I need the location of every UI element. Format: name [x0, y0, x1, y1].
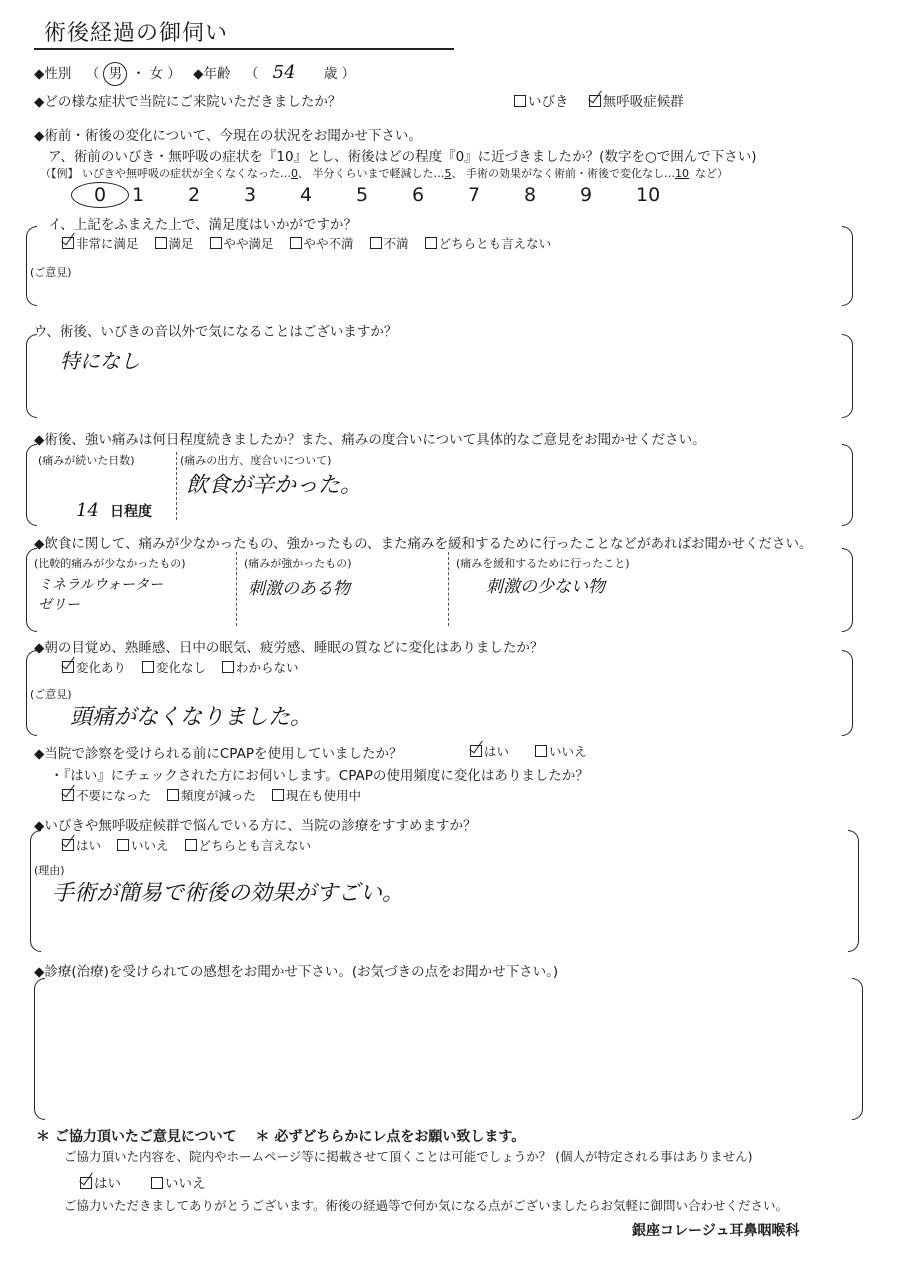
sleep-options — [62, 658, 315, 676]
option-label: 現在も使用中 — [286, 788, 362, 803]
scale-9[interactable]: 9 — [580, 184, 593, 206]
cpap-options — [470, 742, 603, 760]
scale-selected[interactable]: 0 — [71, 182, 129, 208]
option-label: いいえ — [165, 1176, 206, 1192]
checkbox-icon[interactable] — [155, 237, 167, 249]
checkbox-icon[interactable] — [425, 237, 437, 249]
scale-7[interactable]: 7 — [468, 184, 481, 206]
example-text: 、 手術の効果がなく術前・術後で変化なし… — [451, 167, 675, 180]
bracket-left — [26, 444, 37, 526]
option-label: 頻度が減った — [181, 788, 257, 803]
clinic-name: 銀座コレージュ耳鼻咽喉科 — [632, 1223, 800, 1239]
symptom-options — [514, 90, 700, 110]
example-value: 10 — [675, 167, 689, 180]
checkbox-icon[interactable] — [210, 237, 222, 249]
scale-4[interactable]: 4 — [300, 184, 313, 206]
scale-10[interactable]: 10 — [636, 184, 661, 206]
option-neither[interactable] — [425, 234, 552, 252]
scale-example — [40, 165, 728, 181]
option-dissatisfied[interactable] — [370, 234, 409, 252]
food-col1-answer-2[interactable]: ゼリー — [38, 597, 80, 613]
option-label: わからない — [236, 660, 299, 675]
option-label: 変化なし — [156, 660, 207, 675]
option-label: 満足 — [168, 236, 194, 251]
sleep-question: ◆朝の目覚め、熟睡感、日中の眠気、疲労感、睡眠の質などに変化はありましたか？ — [34, 640, 544, 656]
option-no-longer-needed[interactable] — [62, 786, 151, 804]
checked-checkbox-icon[interactable] — [470, 745, 482, 757]
example-value: 0 — [291, 167, 298, 180]
scale-5[interactable]: 5 — [356, 184, 369, 206]
satisfaction-options — [62, 234, 567, 252]
food-col3-answer[interactable]: 刺激の少ない物 — [486, 577, 605, 597]
checked-checkbox-icon[interactable] — [589, 95, 601, 107]
food-col1-answer-1[interactable]: ミネラルウォーター — [38, 577, 164, 593]
checkbox-icon[interactable] — [167, 789, 179, 801]
food-question: ◆飲食に関して、痛みが少なかったもの、強かったもの、また痛みを緩和するために行ったことなどがあればお聞かせください。 — [34, 536, 813, 552]
profile-row — [34, 62, 355, 86]
thanks-text: ご協力いただきましてありがとうございます。術後の経過等で何か気になる点がございましたらお気軽に御問い合わせください。 — [64, 1198, 789, 1213]
scale-6[interactable]: 6 — [412, 184, 425, 206]
option-label: どちらとも言えない — [198, 838, 312, 853]
option-no[interactable] — [151, 1172, 206, 1192]
paren: ） — [167, 66, 181, 82]
scale-8[interactable]: 8 — [524, 184, 537, 206]
bracket-left — [34, 978, 45, 1120]
checkbox-icon[interactable] — [272, 789, 284, 801]
scale-0[interactable] — [76, 182, 132, 208]
checkbox-icon[interactable] — [185, 839, 197, 851]
option-somewhat-dissatisfied[interactable] — [290, 234, 354, 252]
checkbox-icon[interactable] — [514, 95, 526, 107]
cpap-sub-question: ・『はい』にチェックされた方にお伺いします。CPAPの使用頻度に変化はありましたか？ — [50, 768, 589, 784]
scale-1[interactable]: 1 — [132, 184, 145, 206]
title-underline — [34, 48, 454, 50]
checkbox-icon[interactable] — [117, 839, 129, 851]
paren: （ — [85, 66, 100, 82]
bracket-right — [842, 650, 853, 736]
consent-heading-2: ＊ 必ずどちらかにレ点をお願い致します。 — [255, 1129, 526, 1145]
option-label: 不要になった — [76, 788, 152, 803]
option-label: やや満足 — [223, 236, 274, 251]
bracket-left — [30, 830, 41, 952]
recommend-question: ◆いびきや無呼吸症候群で悩んでいる方に、当院の診療をすすめますか？ — [34, 818, 477, 834]
option-still-using[interactable] — [272, 786, 361, 804]
age-unit: 歳 — [323, 66, 338, 82]
checkbox-icon[interactable] — [290, 237, 302, 249]
option-less-often[interactable] — [167, 786, 256, 804]
pain-detail-label: (痛みの出方、度合いについて) — [180, 454, 332, 467]
scale-2[interactable]: 2 — [188, 184, 201, 206]
option-neither[interactable] — [185, 836, 312, 854]
example-text: 、 半分くらいまで軽減した… — [298, 167, 445, 180]
other-question: ウ、術後、いびきの音以外で気になることはございますか？ — [34, 324, 398, 340]
age-value[interactable]: 54 — [272, 62, 296, 83]
satisfaction-question: イ、上記をふまえた上で、満足度はいかがですか？ — [48, 217, 358, 233]
option-label: はい — [76, 838, 102, 853]
column-divider — [448, 552, 449, 626]
change-header: ◆術前・術後の変化について、今現在の状況をお聞かせ下さい。 — [34, 128, 422, 144]
option-label: 無呼吸症候群 — [602, 94, 684, 110]
bracket-left — [26, 334, 37, 418]
checkbox-icon[interactable] — [142, 661, 154, 673]
option-label: 非常に満足 — [76, 236, 139, 251]
checkbox-icon[interactable] — [370, 237, 382, 249]
option-no[interactable] — [535, 742, 587, 760]
consent-heading-1: ＊ ご協力頂いたご意見について — [36, 1129, 237, 1145]
food-col2-answer[interactable]: 刺激のある物 — [248, 579, 350, 599]
option-label: 不満 — [383, 236, 409, 251]
column-divider — [236, 552, 237, 626]
option-label: いびき — [528, 94, 569, 110]
cpap-question: ◆当院で診察を受けられる前にCPAPを使用していましたか？ — [34, 746, 403, 762]
bracket-right — [842, 334, 853, 418]
scale-3[interactable]: 3 — [244, 184, 257, 206]
bracket-right — [842, 444, 853, 526]
other-answer[interactable]: 特になし — [60, 349, 140, 373]
bracket-right — [842, 548, 853, 632]
checkbox-icon[interactable] — [535, 745, 547, 757]
sex-male-option[interactable]: 男 — [103, 62, 127, 86]
checked-checkbox-icon[interactable] — [62, 839, 74, 851]
option-changed[interactable] — [62, 658, 126, 676]
recommend-options — [62, 836, 327, 854]
food-col2-label: (痛みが強かったもの) — [244, 557, 352, 570]
impression-question: ◆診療(治療)を受けられての感想をお聞かせ下さい。(お気づきの点をお聞かせ下さい。) — [34, 964, 559, 980]
sex-label: ◆性別 — [34, 66, 72, 82]
consent-options — [80, 1172, 222, 1192]
pain-days-value[interactable]: 14 — [76, 500, 99, 521]
option-no-change[interactable] — [142, 658, 206, 676]
option-label: どちらとも言えない — [438, 236, 552, 251]
pain-days-label: (痛みが続いた日数) — [38, 454, 135, 467]
checkbox-icon[interactable] — [151, 1177, 163, 1189]
reason-label: (理由) — [34, 864, 65, 877]
option-label: いいえ — [549, 744, 587, 759]
option-label: いいえ — [131, 838, 169, 853]
checked-checkbox-icon[interactable] — [62, 789, 74, 801]
option-label: やや不満 — [303, 236, 354, 251]
sleep-answer[interactable]: 頭痛がなくなりました。 — [70, 705, 313, 730]
symptom-question: ◆どの様な症状で当院にご来院いただきましたか？ — [34, 94, 342, 110]
pain-detail-answer[interactable]: 飲食が辛かった。 — [186, 473, 363, 498]
paren: ） — [341, 66, 356, 82]
option-label: 変化あり — [76, 660, 127, 675]
comment-label: (ご意見) — [30, 688, 72, 701]
bracket-right — [848, 830, 859, 952]
sex-female-option[interactable]: 女 — [149, 66, 164, 82]
column-divider — [176, 452, 177, 520]
separator: ・ — [131, 66, 146, 82]
age-label: ◆年齢 — [193, 66, 231, 82]
option-no[interactable] — [117, 836, 169, 854]
checked-checkbox-icon[interactable] — [80, 1177, 92, 1189]
scale-row — [76, 182, 692, 208]
pain-question: ◆術後、強い痛みは何日程度続きましたか？また、痛みの度合いについて具体的なご意見をお聞かせください。 — [34, 432, 706, 448]
option-label: はい — [94, 1176, 121, 1192]
option-satisfied[interactable] — [155, 234, 194, 252]
consent-heading — [36, 1126, 525, 1146]
impression-answer-area[interactable] — [50, 990, 840, 1110]
cpap-sub-options — [62, 786, 377, 804]
checkbox-icon[interactable] — [222, 661, 234, 673]
option-label: はい — [484, 744, 510, 759]
food-col1-label: (比較的痛みが少なかったもの) — [34, 557, 186, 570]
example-value: 5 — [444, 167, 452, 180]
change-question-a: ア、術前のいびき・無呼吸の症状を『10』とし、術後はどの程度『0』に近づきましたか？(数字を○で囲んで下さい) — [48, 149, 757, 165]
consent-question: ご協力頂いた内容を、院内やホームページ等に掲載させて頂くことは可能でしょうか？ (個人が特定される事はありません) — [64, 1149, 753, 1164]
bracket-right — [842, 226, 853, 306]
option-somewhat-satisfied[interactable] — [210, 234, 274, 252]
option-very-satisfied[interactable] — [62, 234, 139, 252]
pain-days-unit: 日程度 — [110, 504, 152, 520]
food-col3-label: (痛みを緩和するために行ったこと) — [456, 557, 630, 570]
example-text: （【例】 いびきや無呼吸の症状が全くなくなった… — [40, 167, 291, 180]
paren: （ — [244, 66, 259, 82]
checked-checkbox-icon[interactable] — [62, 237, 74, 249]
example-text: など） — [695, 167, 728, 180]
checked-checkbox-icon[interactable] — [62, 661, 74, 673]
bracket-right — [852, 978, 863, 1120]
option-yes[interactable] — [62, 836, 101, 854]
option-snoring[interactable] — [514, 90, 569, 110]
option-yes[interactable] — [470, 742, 509, 760]
page-title: 術後経過の御伺い — [44, 21, 229, 46]
option-apnea[interactable] — [589, 90, 684, 110]
option-unknown[interactable] — [222, 658, 299, 676]
pain-days — [76, 500, 152, 521]
option-yes[interactable] — [80, 1172, 121, 1192]
comment-label: (ご意見) — [30, 266, 72, 279]
recommend-answer[interactable]: 手術が簡易で術後の効果がすごい。 — [52, 881, 405, 906]
